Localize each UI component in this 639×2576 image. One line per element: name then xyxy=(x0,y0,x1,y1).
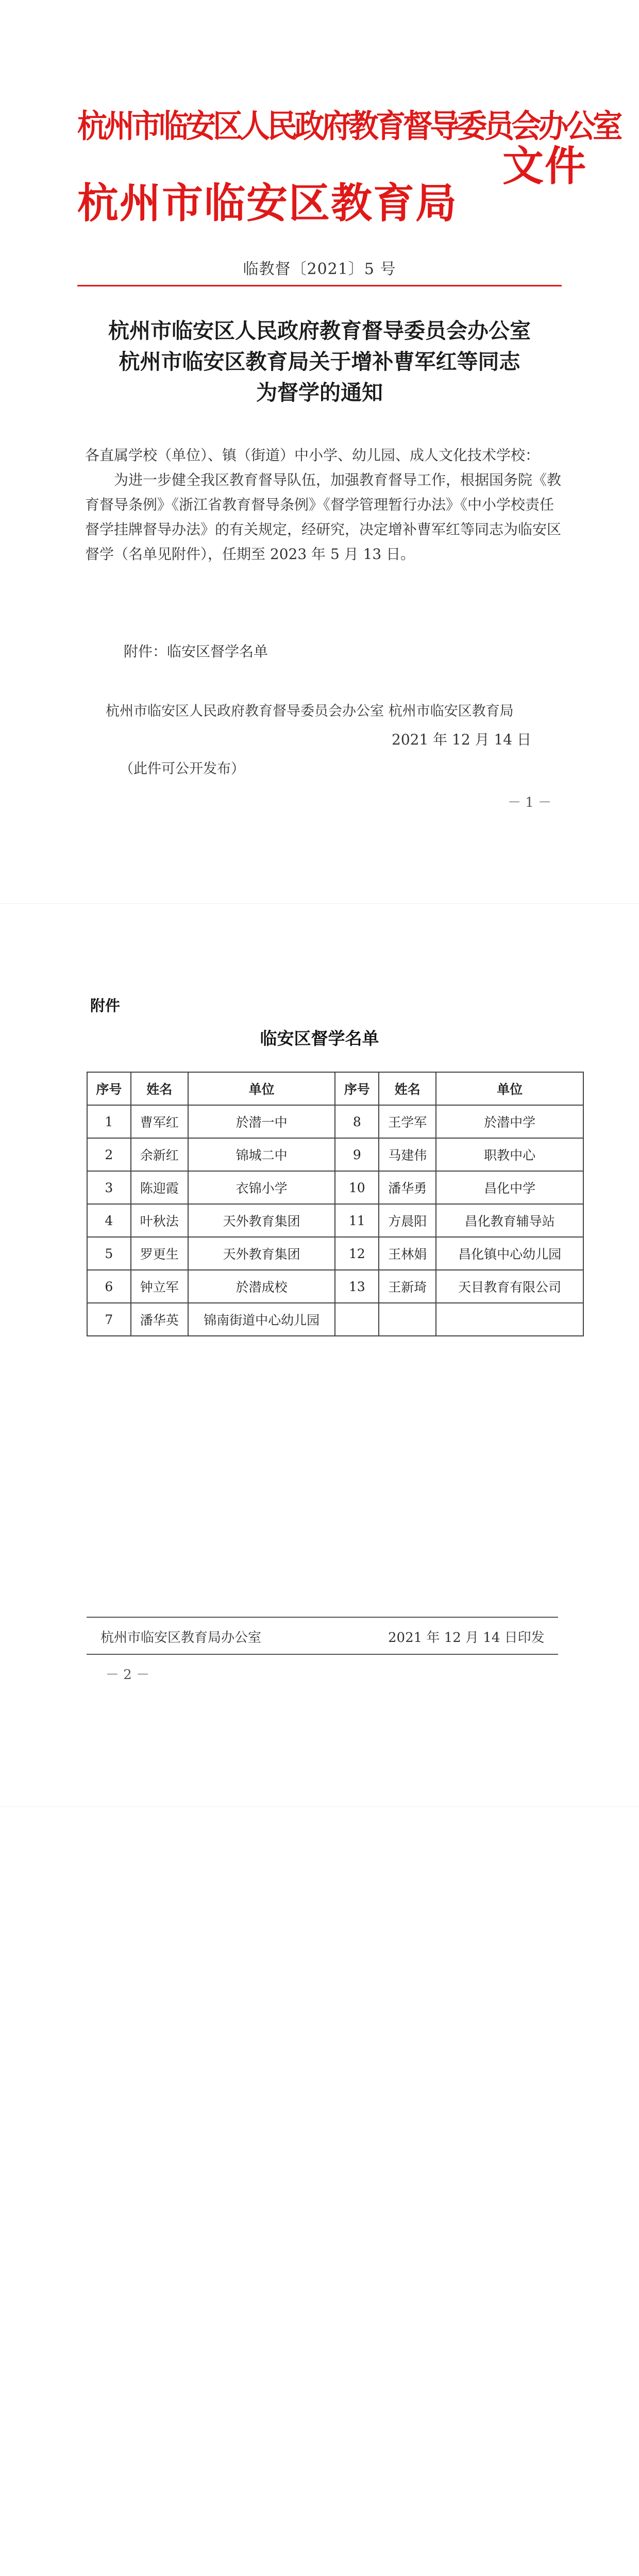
table-cell: 9 xyxy=(335,1138,379,1171)
table-row xyxy=(87,1237,583,1270)
table-cell: 王林娟 xyxy=(379,1237,436,1270)
table-cell: 叶秋法 xyxy=(131,1204,188,1237)
table-cell: 4 xyxy=(87,1204,131,1237)
header-org-line1: 杭州市临安区人民政府教育督导委员会办公室 xyxy=(77,107,620,145)
table-cell: 8 xyxy=(335,1105,379,1138)
table-cell: 7 xyxy=(87,1303,131,1336)
header-doc-word: 文件 xyxy=(502,142,587,190)
table-cell: 锦城二中 xyxy=(188,1138,335,1171)
notice-body xyxy=(85,443,564,567)
table-cell: 5 xyxy=(87,1237,131,1270)
supervisor-roster-table xyxy=(87,1072,584,1336)
column-header: 姓名 xyxy=(379,1072,436,1105)
print-org: 杭州市临安区教育局办公室 xyxy=(100,1630,262,1646)
table-cell: 余新红 xyxy=(131,1138,188,1171)
table-cell: 6 xyxy=(87,1270,131,1303)
public-note: （此件可公开发布） xyxy=(120,761,245,777)
table-cell: 职教中心 xyxy=(436,1138,583,1171)
column-header: 姓名 xyxy=(131,1072,188,1105)
table-cell: 昌化镇中心幼儿园 xyxy=(436,1237,583,1270)
column-header: 序号 xyxy=(87,1072,131,1105)
table-cell: 罗更生 xyxy=(131,1237,188,1270)
table-cell: 昌化教育辅导站 xyxy=(436,1204,583,1237)
table-row xyxy=(87,1105,583,1138)
header-red-rule xyxy=(77,285,562,286)
table-cell: 於潜中学 xyxy=(436,1105,583,1138)
signature-orgs: 杭州市临安区人民政府教育督导委员会办公室 杭州市临安区教育局 xyxy=(106,703,514,719)
page-break xyxy=(0,903,639,904)
table-cell: 10 xyxy=(335,1171,379,1204)
salutation: 各直属学校（单位）、镇（街道）中小学、幼儿园、成人文化技术学校： xyxy=(85,447,540,464)
table-cell: 潘华勇 xyxy=(379,1171,436,1204)
table-cell: 13 xyxy=(335,1270,379,1303)
table-cell: 王学军 xyxy=(379,1105,436,1138)
table-row xyxy=(87,1171,583,1204)
table-cell: 马建伟 xyxy=(379,1138,436,1171)
notice-title xyxy=(0,315,639,408)
table-cell: 陈迎霞 xyxy=(131,1171,188,1204)
header-org-line2: 杭州市临安区教育局 xyxy=(77,179,458,227)
title-line: 为督学的通知 xyxy=(256,380,383,405)
table-cell: 於潜成校 xyxy=(188,1270,335,1303)
table-cell: 11 xyxy=(335,1204,379,1237)
page-break xyxy=(0,1806,639,1807)
table-row xyxy=(87,1204,583,1237)
signature-date: 2021 年 12 月 14 日 xyxy=(392,731,532,748)
print-date: 2021 年 12 月 14 日印发 xyxy=(388,1630,545,1646)
table-cell: 天目教育有限公司 xyxy=(436,1270,583,1303)
print-rule-bottom xyxy=(87,1654,558,1655)
table-cell xyxy=(379,1303,436,1336)
table-cell: 2 xyxy=(87,1138,131,1171)
table-cell: 钟立军 xyxy=(131,1270,188,1303)
table-header-row xyxy=(87,1072,583,1105)
body-paragraph: 为进一步健全我区教育督导队伍，加强教育督导工作，根据国务院《教育督导条例》《浙江省教育督导条例》《督学管理暂行办法》《中小学校责任督学挂牌督导办法》的有关规定，经研究，决定增补曹军红等同志为临安区督学（名单见附件），任期至 2023 年 5 月 13 日。 xyxy=(85,471,562,563)
table-cell: 1 xyxy=(87,1105,131,1138)
attachment-label: 附件 xyxy=(90,997,121,1014)
table-row xyxy=(87,1303,583,1336)
column-header: 单位 xyxy=(188,1072,335,1105)
list-title: 临安区督学名单 xyxy=(260,1028,379,1048)
doc-number: 临教督〔2021〕5 号 xyxy=(243,260,396,278)
table-cell: 昌化中学 xyxy=(436,1171,583,1204)
print-rule-top xyxy=(87,1617,558,1618)
table-row xyxy=(87,1270,583,1303)
column-header: 序号 xyxy=(335,1072,379,1105)
table-cell: 方晨阳 xyxy=(379,1204,436,1237)
table-row xyxy=(87,1138,583,1171)
table-cell: 於潜一中 xyxy=(188,1105,335,1138)
table-cell xyxy=(436,1303,583,1336)
page-number: － 1 － xyxy=(508,795,552,810)
table-cell: 12 xyxy=(335,1237,379,1270)
page-number: － 2 － xyxy=(106,1667,150,1683)
title-line: 杭州市临安区教育局关于增补曹军红等同志 xyxy=(119,349,520,374)
column-header: 单位 xyxy=(436,1072,583,1105)
table-cell xyxy=(335,1303,379,1336)
table-cell: 天外教育集团 xyxy=(188,1204,335,1237)
table-cell: 天外教育集团 xyxy=(188,1237,335,1270)
table-cell: 锦南街道中心幼儿园 xyxy=(188,1303,335,1336)
table-cell: 潘华英 xyxy=(131,1303,188,1336)
table-cell: 衣锦小学 xyxy=(188,1171,335,1204)
table-cell: 3 xyxy=(87,1171,131,1204)
table-cell: 王新琦 xyxy=(379,1270,436,1303)
table-cell: 曹军红 xyxy=(131,1105,188,1138)
title-line: 杭州市临安区人民政府教育督导委员会办公室 xyxy=(108,318,531,343)
attachment-reference: 附件：临安区督学名单 xyxy=(124,643,268,660)
